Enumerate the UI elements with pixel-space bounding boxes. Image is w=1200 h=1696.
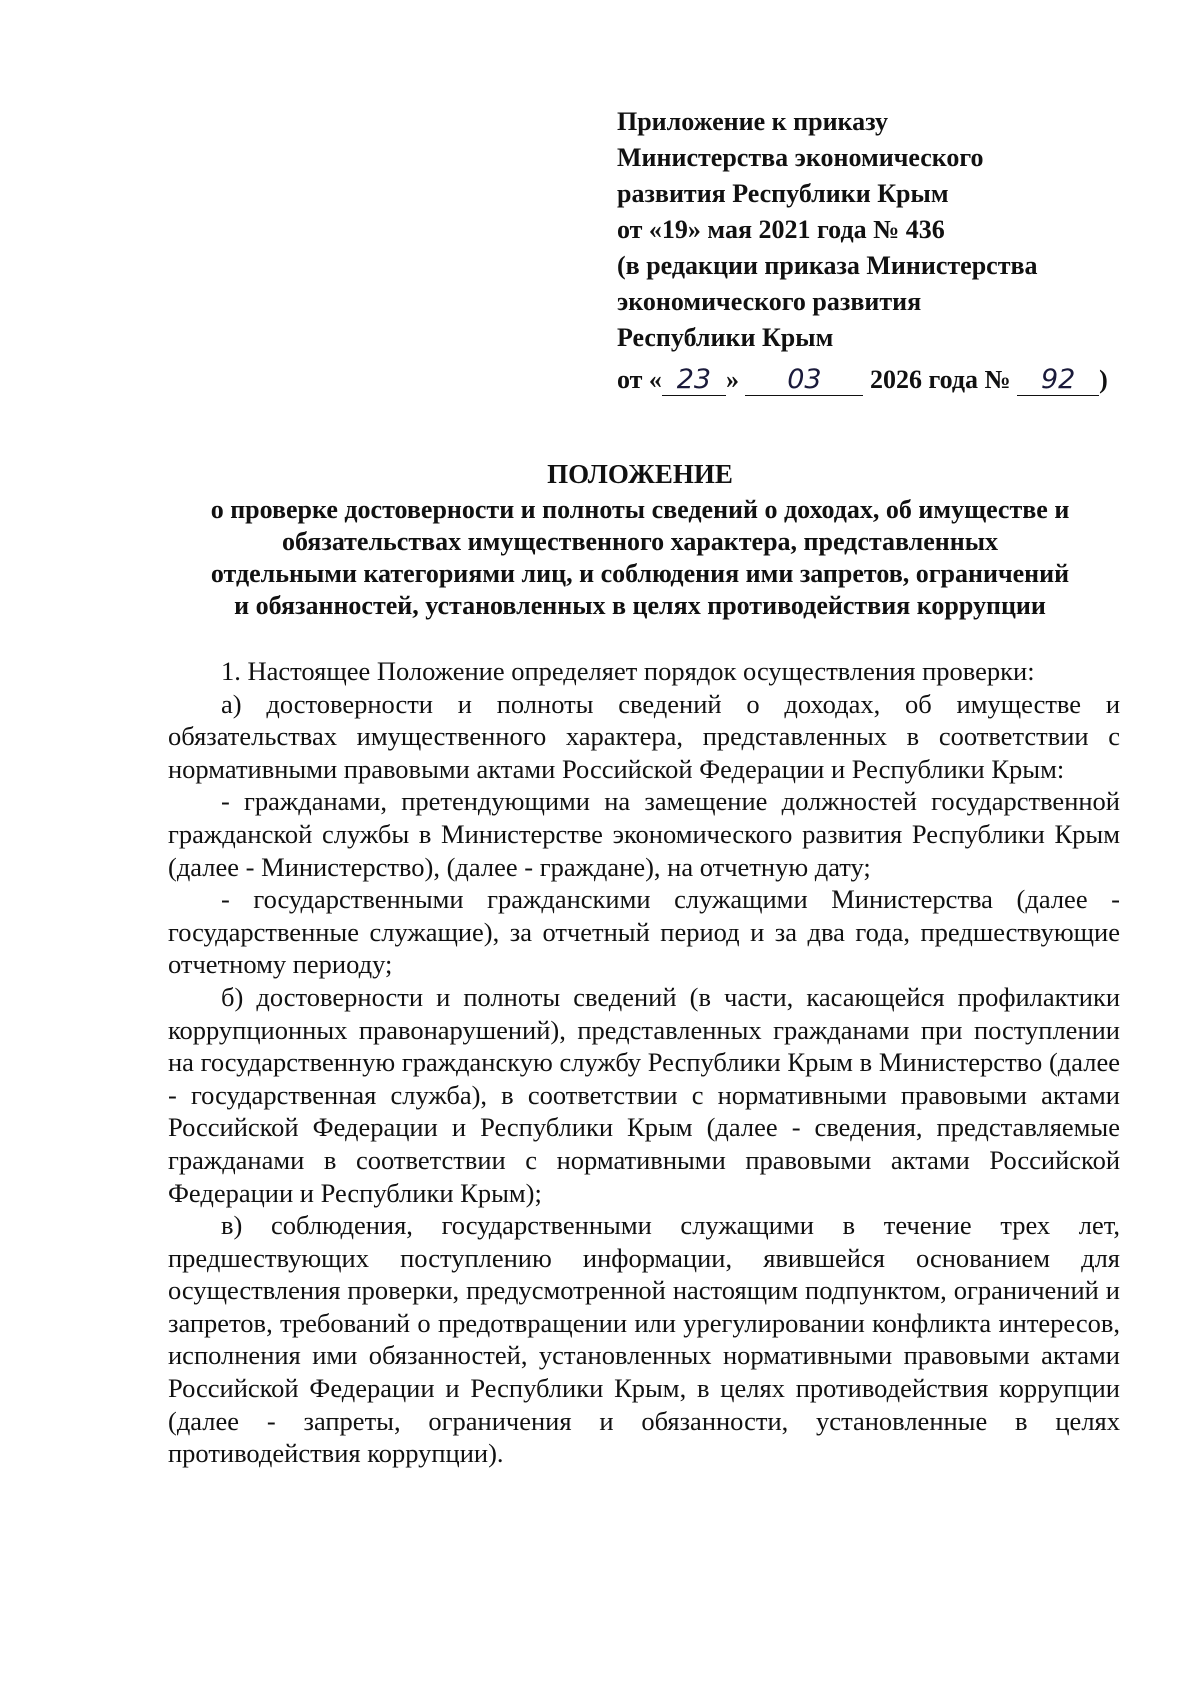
subtitle-line: обязательствах имущественного характера, представленных: [281, 527, 999, 556]
subtitle-line: отдельными категориями лиц, и соблюдения ими запретов, ограничений: [210, 559, 1070, 588]
subtitle-line: и обязанностей, установленных в целях противодействия коррупции: [234, 591, 1046, 620]
handwritten-month: 03: [745, 365, 863, 396]
paragraph: 1. Настоящее Положение определяет порядок осуществления проверки:: [221, 656, 1035, 686]
paragraph: а) достоверности и полноты сведений о доходах, об имуществе и обязательствах имущественного характера, представленных в соответствии с нормативными правовыми актами Российской Федерации и Республики Крым:: [168, 688, 1120, 784]
paragraph: - гражданами, претендующими на замещение должностей государственной гражданской службы в Министерстве экономического развития Республики Крым (далее - Министерство), (далее - граждане), на отчетную дату;: [168, 786, 1120, 882]
appendix-line: Приложение к приказу: [617, 107, 889, 136]
handwritten-day: 23: [662, 365, 726, 396]
date-separator: »: [725, 365, 739, 394]
amendment-date-line: [617, 362, 1108, 398]
appendix-line: развития Республики Крым: [617, 179, 949, 208]
appendix-line: Министерства экономического: [617, 143, 984, 172]
paragraph: - государственными гражданскими служащими Министерства (далее - государственные служащие), за отчетный период и за два года, предшествующие отчетному периоду;: [168, 884, 1120, 980]
handwritten-order-number: 92: [1017, 365, 1099, 396]
appendix-line: экономического развития: [617, 287, 922, 316]
appendix-line: (в редакции приказа Министерства: [617, 251, 1038, 280]
document-subtitle: [160, 494, 1120, 622]
document-body: [168, 655, 1120, 1470]
date-year-text: 2026 года №: [869, 365, 1011, 394]
date-prefix: от «: [617, 365, 662, 394]
appendix-line: от «19» мая 2021 года № 436: [617, 215, 945, 244]
paragraph: б) достоверности и полноты сведений (в части, касающейся профилактики коррупционных правонарушений), представленных гражданами при поступлении на государственную гражданскую службу Республики Крым в Министерство (далее - государственная служба), в соответствии с нормативными правовыми актами Российской Федерации и Республики Крым (далее - сведения, представляемые гражданами в соответствии с нормативными правовыми актами Российской Федерации и Республики Крым);: [168, 981, 1120, 1208]
paragraph: в) соблюдения, государственными служащими в течение трех лет, предшествующих поступлению информации, явившейся основанием для осуществления проверки, предусмотренной настоящим подпунктом, ограничений и запретов, требований о предотвращении или урегулировании конфликта интересов, исполнения ими обязанностей, установленных нормативными правовыми актами Российской Федерации и Республики Крым, в целях противодействия коррупции (далее - запреты, ограничения и обязанности, установленные в целях противодействия коррупции).: [168, 1210, 1120, 1469]
appendix-line: Республики Крым: [617, 323, 834, 352]
document-title: ПОЛОЖЕНИЕ: [547, 459, 733, 489]
appendix-header: [617, 104, 1137, 356]
date-suffix: ): [1099, 365, 1108, 394]
subtitle-line: о проверке достоверности и полноты сведений о доходах, об имуществе и: [210, 495, 1070, 524]
